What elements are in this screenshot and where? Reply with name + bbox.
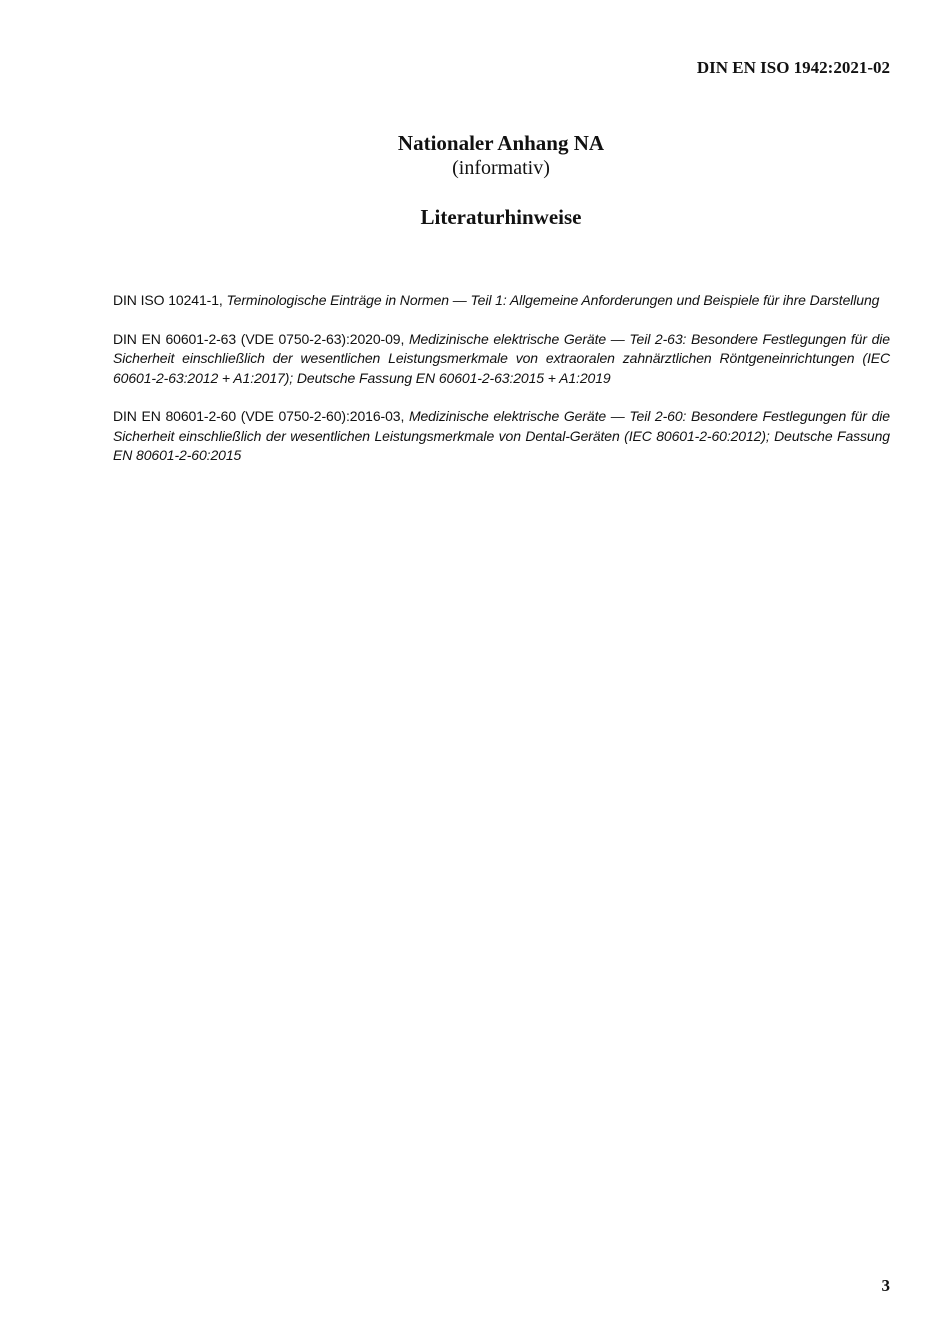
reference-title: Terminologische Einträge in Normen — Teil 1: Allgemeine Anforderungen und Beispiele für ihre Darstellung <box>226 292 880 308</box>
reference-item <box>113 407 890 466</box>
annex-heading <box>0 130 950 180</box>
reference-item <box>113 330 890 389</box>
reference-designation: DIN EN 80601-2-60 (VDE 0750-2-60):2016-03, <box>113 408 409 424</box>
reference-designation: DIN EN 60601-2-63 (VDE 0750-2-63):2020-09, <box>113 330 409 347</box>
reference-item <box>113 291 890 311</box>
annex-subtitle: (informativ) <box>452 157 550 179</box>
reference-designation: DIN ISO 10241-1, <box>113 292 227 308</box>
document-id-header: DIN EN ISO 1942:2021-02 <box>696 58 890 77</box>
annex-title: Nationaler Anhang NA <box>397 131 605 155</box>
reference-title: Medizinische elektrische Geräte — Teil 2-60: Besondere Festlegungen für die Sicherheit einschließlich der wesentlichen Leistungsmerkmale von Dental-Geräten (IEC 80601-2-60:2012); Deutsche Fassung EN 80601-2-60:2015 <box>113 408 890 463</box>
reference-title: Medizinische elektrische Geräte — Teil 2-63: Besondere Festlegungen für die Sicherheit einschließlich der wesentlichen Leistungsmerkmale von extraoralen zahnärztlichen Röntgeneinrichtungen (IEC 60601-2-63:2012 + A1:2017); Deutsche Fassung EN 60601-2-63:2015 + A1:2019 <box>113 330 890 386</box>
reference-list <box>113 291 890 485</box>
section-title: Literaturhinweise <box>420 205 582 229</box>
page-number: 3 <box>881 1276 890 1295</box>
